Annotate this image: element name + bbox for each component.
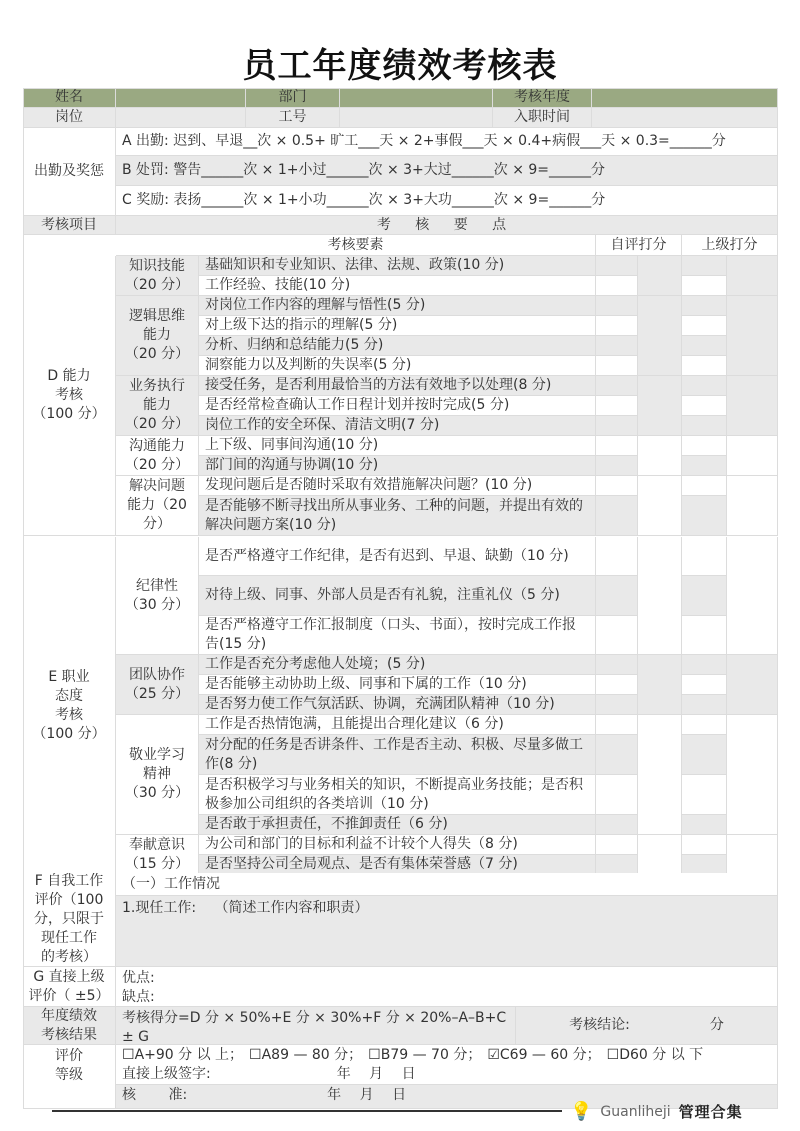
superior-score-input[interactable] <box>682 496 727 536</box>
self-score-aux[interactable] <box>638 715 682 835</box>
name-label-text: 姓名 <box>55 89 83 105</box>
result-label <box>23 1007 116 1045</box>
self-score-aux[interactable] <box>638 376 682 436</box>
attendance-label-text: 出勤及奖惩 <box>34 163 104 179</box>
superior-score-aux[interactable] <box>727 376 778 436</box>
section_e-label <box>23 537 116 875</box>
self-score-input[interactable] <box>596 396 638 416</box>
subcategory-section_d-1 <box>116 296 199 376</box>
section-f-label-text: F 自我工作 评价（100 分，只限于 现任工作 的考核） <box>34 873 104 965</box>
criteria-row-text: 是否能够不断寻找出所从事业务、工种的问题，并提出有效的解决问题方案(10 分) <box>205 497 583 533</box>
criteria-row <box>199 775 596 815</box>
post-label <box>23 108 116 128</box>
subcategory-section_e-2-text: 敬业学习 精神 （30 分） <box>124 747 190 801</box>
self-score-input[interactable] <box>596 476 638 496</box>
superior-score-label <box>682 235 778 256</box>
section_d-label-text: D 能力 考核 （100 分） <box>32 368 106 422</box>
section-f-heading-text: （一）工作情况 <box>122 875 220 892</box>
criteria-row <box>199 336 596 356</box>
self-score-aux[interactable] <box>638 476 682 536</box>
superior-score-input[interactable] <box>682 276 727 296</box>
footer-divider <box>52 1110 562 1112</box>
superior-score-aux[interactable] <box>727 537 778 655</box>
superior-score-input[interactable] <box>682 316 727 336</box>
criteria-row <box>199 675 596 695</box>
self-score-input[interactable] <box>596 655 638 675</box>
superior-score-input[interactable] <box>682 356 727 376</box>
subcategory-section_d-4-text: 解决问题 能力（20 分） <box>127 478 187 532</box>
score-formula <box>116 1007 516 1045</box>
superior-score-input[interactable] <box>682 256 727 276</box>
subcategory-section_d-0 <box>116 256 199 296</box>
criteria-row <box>199 815 596 835</box>
rating-option-4[interactable] <box>607 1046 704 1065</box>
self-score-input[interactable] <box>596 496 638 536</box>
post-value[interactable] <box>116 108 246 128</box>
criteria-row <box>199 496 596 536</box>
join-label-text: 入职时间 <box>514 109 570 125</box>
rating-option-text: D60 分 以 下 <box>619 1047 704 1063</box>
criteria-row <box>199 356 596 376</box>
criteria-row-text: 发现问题后是否随时采取有效措施解决问题？(10 分) <box>205 477 533 493</box>
subcategory-section_e-2 <box>116 715 199 835</box>
superior-evaluation-field[interactable] <box>116 967 778 1007</box>
subcategory-section_d-0-text: 知识技能 （20 分） <box>124 257 190 293</box>
section_d-label <box>23 256 116 536</box>
superior-score-label-text: 上级打分 <box>701 236 758 253</box>
conclusion-field[interactable] <box>516 1007 778 1045</box>
points-label <box>116 216 778 235</box>
rating-label-text: 评价 等级 <box>55 1048 83 1083</box>
self-score-input[interactable] <box>596 775 638 815</box>
section-f-label <box>23 873 116 967</box>
self-score-input[interactable] <box>596 835 638 855</box>
conclusion-unit: 分 <box>709 1017 724 1033</box>
criteria-row-text: 对待上级、同事、外部人员是否有礼貌，注重礼仪（5 分) <box>205 587 560 603</box>
superior-score-input[interactable] <box>682 576 727 616</box>
self-score-input[interactable] <box>596 376 638 396</box>
superior-score-input[interactable] <box>682 537 727 576</box>
self-score-input[interactable] <box>596 616 638 655</box>
criteria-row <box>199 835 596 855</box>
attendance-c-text: C 奖励: 表扬______次 × 1+小功______次 × 3+大功______次 × 9=______分 <box>122 192 606 208</box>
criteria-row-text: 工作是否热情饱满，且能提出合理化建议（6 分) <box>205 716 504 732</box>
criteria-row <box>199 537 596 576</box>
criteria-row-text: 工作经验、技能(10 分) <box>205 277 351 293</box>
superior-score-input[interactable] <box>682 675 727 695</box>
superior-score-input[interactable] <box>682 715 727 735</box>
current-work-field-text: 1.现任工作: （简述工作内容和职责） <box>122 900 369 916</box>
self-score-aux[interactable] <box>638 655 682 715</box>
dept-label <box>246 88 340 108</box>
superior-score-aux[interactable] <box>727 715 778 835</box>
criteria-row <box>199 376 596 396</box>
criteria-row-text: 是否积极学习与业务相关的知识，不断提高业务技能；是否积极参加公司组织的各类培训（10 分) <box>205 776 583 812</box>
brand-cn: 管理合集 <box>678 1103 743 1121</box>
attendance-a-text: A 出勤: 迟到、早退__次 × 0.5+ 旷工___天 × 2+事假___天 × 0.4+病假___天 × 0.3=______分 <box>122 133 726 149</box>
superior-score-input[interactable] <box>682 476 727 496</box>
self-score-input[interactable] <box>596 675 638 695</box>
criteria-row <box>199 735 596 775</box>
superior-score-input[interactable] <box>682 616 727 655</box>
score-formula-text: 考核得分=D 分 × 50%+E 分 × 30%+F 分 × 20%–A–B+C ± G <box>122 1010 507 1045</box>
self-score-input[interactable] <box>596 316 638 336</box>
self-score-label <box>596 235 682 256</box>
rating-option-0[interactable] <box>122 1046 243 1065</box>
superior-score-aux[interactable] <box>727 655 778 715</box>
self-score-input[interactable] <box>596 336 638 356</box>
checkbox-icon[interactable]: ☐ <box>122 1047 135 1063</box>
subcategory-section_e-0 <box>116 537 199 655</box>
subcategory-section_d-2 <box>116 376 199 436</box>
self-score-input[interactable] <box>596 416 638 436</box>
superior-score-aux[interactable] <box>727 835 778 875</box>
superior-score-input[interactable] <box>682 735 727 775</box>
superior-score-input[interactable] <box>682 655 727 675</box>
rating-label <box>23 1045 116 1109</box>
self-score-input[interactable] <box>596 256 638 276</box>
id-value[interactable] <box>340 108 493 128</box>
section-g-label-text: G 直接上级 评价（ ±5） <box>28 968 110 1004</box>
rating-option-list <box>122 1046 771 1065</box>
section-g-label <box>23 967 116 1007</box>
criteria-row-text: 接受任务，是否利用最恰当的方法有效地予以处理(8 分) <box>205 377 552 393</box>
criteria-row <box>199 436 596 456</box>
self-score-input[interactable] <box>596 715 638 735</box>
criteria-row <box>199 416 596 436</box>
subcategory-section_e-1 <box>116 655 199 715</box>
criteria-row-text: 对分配的任务是否讲条件、工作是否主动、积极、尽量多做工作(8 分) <box>205 736 583 772</box>
checkbox-icon[interactable]: ☐ <box>249 1047 262 1063</box>
criteria-row <box>199 276 596 296</box>
criteria-row-text: 是否严格遵守工作纪律，是否有迟到、早退、缺勤（10 分) <box>205 547 569 564</box>
name-label <box>23 88 116 108</box>
subcategory-section_d-1-text: 逻辑思维 能力 （20 分） <box>124 308 190 362</box>
self-score-label-text: 自评打分 <box>610 236 667 253</box>
self-score-input[interactable] <box>596 276 638 296</box>
self-score-aux[interactable] <box>638 436 682 476</box>
subcategory-section_e-1-text: 团队协作 （25 分） <box>124 666 190 702</box>
superior-score-input[interactable] <box>682 775 727 815</box>
section_e-label-text: E 职业 态度 考核 （100 分） <box>32 668 106 742</box>
checkbox-icon[interactable]: ☐ <box>606 1047 620 1063</box>
subcategory-section_d-3 <box>116 436 199 476</box>
self-score-input[interactable] <box>596 695 638 715</box>
page-title: 员工年度绩效考核表 <box>242 46 558 86</box>
superior-score-input[interactable] <box>682 396 727 416</box>
superior-score-input[interactable] <box>682 296 727 316</box>
superior-score-aux[interactable] <box>727 296 778 376</box>
superior-score-input[interactable] <box>682 376 727 396</box>
superior-score-input[interactable] <box>682 855 727 875</box>
current-work-field[interactable] <box>116 896 778 967</box>
criteria-row-text: 是否能够主动协助上级、同事和下属的工作（10 分) <box>205 676 527 692</box>
self-score-aux[interactable] <box>638 537 682 655</box>
criteria-row-text: 是否努力使工作气氛活跃、协调，充满团队精神（10 分) <box>205 696 555 712</box>
self-score-input[interactable] <box>596 576 638 616</box>
subcategory-section_e-0-text: 纪律性 （30 分） <box>124 577 190 613</box>
criteria-row-text: 部门间的沟通与协调(10 分) <box>205 457 379 473</box>
weaknesses-label: 缺点: <box>122 989 155 1005</box>
criteria-row <box>199 256 596 276</box>
self-score-input[interactable] <box>596 855 638 875</box>
criteria-row-text: 分析、归纳和总结能力(5 分) <box>205 337 384 353</box>
name-value[interactable] <box>116 88 246 108</box>
rating-option-text: B79 — 70 分； <box>380 1047 482 1063</box>
criteria-row-text: 上下级、同事间沟通(10 分) <box>205 437 379 453</box>
criteria-row <box>199 476 596 496</box>
conclusion-label: 考核结论: <box>569 1017 630 1033</box>
attendance-a[interactable] <box>116 128 778 156</box>
section-f-heading <box>116 873 778 896</box>
criteria-row <box>199 396 596 416</box>
superior-score-input[interactable] <box>682 815 727 835</box>
rating-options <box>116 1045 778 1085</box>
criteria-row <box>199 655 596 675</box>
id-label-text: 工号 <box>278 109 307 125</box>
criteria-row-text: 工作是否充分考虑他人处境；(5 分) <box>205 656 426 672</box>
criteria-row-text: 是否严格遵守工作汇报制度（口头、书面），按时完成工作报告(15 分) <box>205 617 576 652</box>
self-score-input[interactable] <box>596 456 638 476</box>
strengths-label: 优点: <box>122 970 155 986</box>
self-score-input[interactable] <box>596 436 638 456</box>
approval-line-text: 核 准: 年 月 日 <box>122 1087 407 1103</box>
self-score-aux[interactable] <box>638 835 682 875</box>
result-label-text: 年度绩效 考核结果 <box>41 1007 97 1043</box>
dept-label-text: 部门 <box>278 89 307 105</box>
superior-score-input[interactable] <box>682 336 727 356</box>
superior-score-aux[interactable] <box>727 436 778 476</box>
rating-option-text: A89 — 80 分； <box>261 1047 363 1063</box>
criteria-row-text: 是否经常检查确认工作日程计划并按时完成(5 分) <box>205 397 510 413</box>
self-score-input[interactable] <box>596 735 638 775</box>
subcategory-section_d-3-text: 沟通能力 （20 分） <box>124 437 190 473</box>
signature-line[interactable]: 直接上级签字: 年 月 日 <box>122 1066 416 1082</box>
superior-score-aux[interactable] <box>727 476 778 536</box>
rating-option-3[interactable] <box>487 1046 600 1065</box>
rating-option-2[interactable] <box>368 1046 481 1065</box>
join-value[interactable] <box>592 108 778 128</box>
brand-en: Guanliheji <box>600 1103 671 1120</box>
criteria-row <box>199 296 596 316</box>
self-score-aux[interactable] <box>638 296 682 376</box>
criteria-row <box>199 576 596 616</box>
criteria-row-text: 对上级下达的指示的理解(5 分) <box>205 317 398 333</box>
attendance-b[interactable] <box>116 156 778 186</box>
elements-label-text: 考核要素 <box>327 236 384 253</box>
lightbulb-icon: 💡 <box>570 1101 593 1122</box>
criteria-row-text: 洞察能力以及判断的失误率(5 分) <box>205 357 412 373</box>
subcategory-section_d-4 <box>116 476 199 536</box>
superior-score-input[interactable] <box>682 695 727 715</box>
elements-label <box>116 235 596 256</box>
superior-score-input[interactable] <box>682 436 727 456</box>
superior-score-input[interactable] <box>682 416 727 436</box>
criteria-row-text: 是否敢于承担责任，不推卸责任（6 分) <box>205 816 448 832</box>
criteria-row <box>199 316 596 336</box>
self-score-input[interactable] <box>596 296 638 316</box>
criteria-row <box>199 616 596 655</box>
item-label <box>23 216 116 235</box>
criteria-row-text: 对岗位工作内容的理解与悟性(5 分) <box>205 297 426 313</box>
criteria-row <box>199 456 596 476</box>
post-label-text: 岗位 <box>55 109 83 125</box>
criteria-row <box>199 855 596 875</box>
item-label-text: 考核项目 <box>41 216 97 233</box>
id-label <box>246 108 340 128</box>
superior-score-input[interactable] <box>682 835 727 855</box>
subcategory-section_d-2-text: 业务执行 能力 （20 分） <box>124 378 190 432</box>
subcategory-section_e-3-text: 奉献意识 （15 分） <box>124 836 190 872</box>
superior-score-input[interactable] <box>682 456 727 476</box>
criteria-row-text: 是否坚持公司全局观点、是否有集体荣誉感（7 分) <box>205 856 518 872</box>
join-label <box>493 108 592 128</box>
footer-logo <box>570 1101 743 1122</box>
self-score-input[interactable] <box>596 537 638 576</box>
rating-option-1[interactable] <box>249 1046 362 1065</box>
superior-score-aux[interactable] <box>727 256 778 296</box>
checkbox-icon[interactable]: ☐ <box>368 1047 381 1063</box>
criteria-row-text: 基础知识和专业知识、法律、法规、政策(10 分) <box>205 257 505 273</box>
criteria-row <box>199 695 596 715</box>
year-label-text: 考核年度 <box>514 89 570 105</box>
points-label-text: 考 核 要 点 <box>376 216 517 233</box>
attendance-label <box>23 128 116 216</box>
criteria-row <box>199 715 596 735</box>
year-label <box>493 88 592 108</box>
criteria-row-text: 岗位工作的安全环保、清洁文明(7 分) <box>205 417 440 433</box>
dept-value[interactable] <box>340 88 493 108</box>
subcategory-section_e-3 <box>116 835 199 875</box>
checked-checkbox-icon[interactable]: ☑ <box>487 1047 500 1063</box>
rating-option-text: C69 — 60 分； <box>499 1047 601 1063</box>
year-value[interactable] <box>592 88 778 108</box>
attendance-b-text: B 处罚: 警告______次 × 1+小过______次 × 3+大过______次 × 9=______分 <box>122 162 606 178</box>
attendance-c[interactable] <box>116 186 778 216</box>
self-score-input[interactable] <box>596 815 638 835</box>
criteria-row-text: 为公司和部门的目标和利益不计较个人得失（8 分) <box>205 836 518 852</box>
self-score-aux[interactable] <box>638 256 682 296</box>
self-score-input[interactable] <box>596 356 638 376</box>
rating-option-text: A+90 分 以 上； <box>134 1047 244 1063</box>
